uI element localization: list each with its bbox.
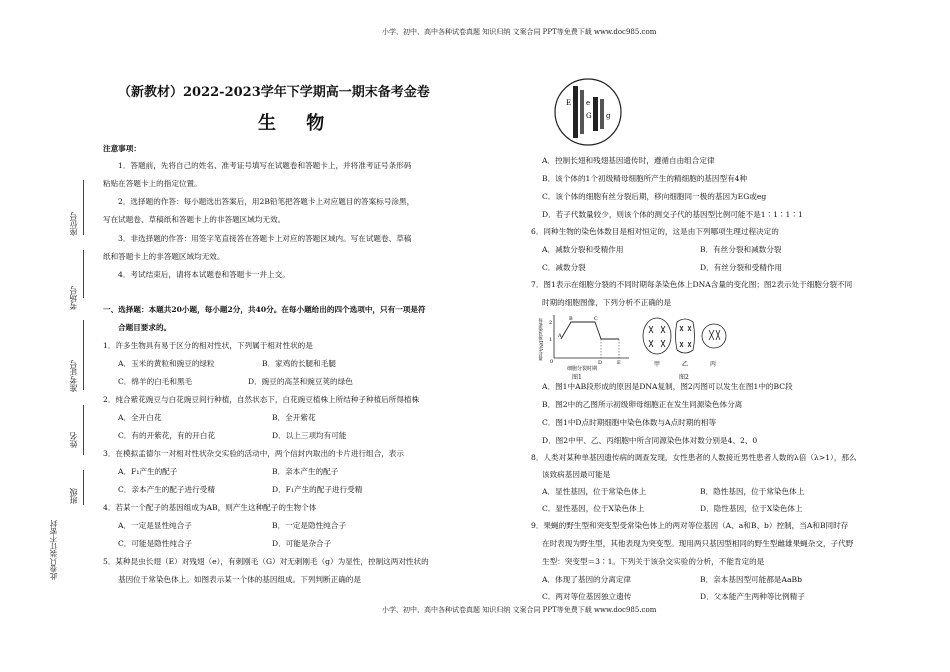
room-underline bbox=[83, 250, 84, 298]
option: B．一定是隐性纯合子 bbox=[272, 521, 346, 530]
exam-title: （新教材）2022-2023学年下学期高一期末备考金卷 bbox=[118, 85, 430, 100]
exam-subject: 生 物 bbox=[258, 113, 337, 134]
option: A．全开白花 bbox=[118, 413, 162, 422]
cell-yi bbox=[676, 319, 695, 353]
fig1-point-A: A bbox=[558, 333, 562, 339]
option: C．显性基因，位于X染色体上 bbox=[542, 504, 645, 513]
fig1-caption: 图1 bbox=[572, 374, 582, 381]
option: A．玉米的黄粒和豌豆的绿粒 bbox=[118, 359, 215, 368]
note-line: 1．答题前，先将自己的姓名、准考证号填写在试题卷和答题卡上，并将准考证号条形码 bbox=[118, 161, 412, 170]
header-banner: 小学、初中、高中各种试卷真题 知识归纳 文案合同 PPT等免费下载 www.doc985.com bbox=[382, 28, 657, 36]
option: D．父本能产生两种等比例精子 bbox=[700, 592, 805, 601]
notes-heading: 注意事项： bbox=[103, 144, 141, 153]
fig1-point-C: C bbox=[594, 316, 598, 322]
gene-label-G: G bbox=[586, 112, 592, 120]
fig1-point-B: B bbox=[569, 316, 573, 322]
option: A．一定是显性纯合子 bbox=[118, 521, 192, 530]
room-label: 考场号 bbox=[69, 286, 78, 310]
gene-label-g: g bbox=[606, 112, 611, 120]
fig1-xlabel: 细胞分裂时期 bbox=[567, 366, 598, 372]
note-line: 3．非选择题的作答：用签字笔直接答在答题卡上对应的答题区域内。写在试题卷、草稿 bbox=[118, 234, 412, 243]
class-underline bbox=[83, 470, 84, 505]
fig1-origin: 0 bbox=[550, 359, 554, 365]
option: A．F₁产生的配子 bbox=[118, 467, 178, 476]
option: D．有丝分裂和受精作用 bbox=[700, 263, 783, 272]
ticket-underline bbox=[83, 320, 84, 390]
fig1-ylabel: 每条染色体DNA含量 bbox=[537, 318, 543, 361]
option: D．F₁产生的配子进行受精 bbox=[272, 485, 363, 494]
option: C．图1中D点时期细胞中染色体数与A点时期的相等 bbox=[542, 418, 717, 427]
cell-label-yi: 乙 bbox=[682, 361, 689, 368]
note-line: 写在试题卷、草稿纸和答题卡上的非答题区域均无效。 bbox=[103, 215, 286, 224]
fig1-curve bbox=[561, 322, 619, 339]
option: C．有的开紫花，有的开白花 bbox=[118, 431, 215, 440]
option: D．豌豆的高茎和豌豆荚的绿色 bbox=[248, 377, 353, 386]
question-9-cont: 生型：突变型＝3∶1。下列关于该杂交实验的分析，不能肯定的是 bbox=[542, 557, 765, 566]
option: B．隐性基因，位于常染色体上 bbox=[700, 487, 805, 496]
option: D．隐性基因，位于X染色体上 bbox=[700, 504, 803, 513]
option: D．以上三项均有可能 bbox=[272, 431, 347, 440]
option: D．图2中甲、乙、丙细胞中所含同源染色体对数分别是4、2、0 bbox=[542, 436, 758, 445]
option: B．全开紫花 bbox=[272, 413, 316, 422]
option: A．控制长翅和残翅基因遗传时，遵循自由组合定律 bbox=[542, 156, 715, 165]
class-label: 班级 bbox=[69, 488, 78, 504]
fig1-point-D: D bbox=[598, 360, 603, 366]
section-heading: 一、选择题：本题共20小题，每小题2分，共40分。在每小题给出的四个选项中，只有一项是符 bbox=[103, 305, 426, 314]
fig1-point-E: E bbox=[617, 360, 621, 366]
option: C．减数分裂 bbox=[542, 263, 586, 272]
option: D．可能是杂合子 bbox=[272, 539, 332, 548]
cell-label-bing: 丙 bbox=[710, 361, 717, 368]
figure-1-graph bbox=[537, 310, 637, 372]
question-2: 2．纯合紫花豌豆与白花豌豆间行种植，自然状态下，白花豌豆植株上所结种子种植后所得植株 bbox=[103, 395, 420, 404]
option: D．若子代数量较少，则该个体的测交子代的基因型比例可能不是1∶1∶1∶1 bbox=[542, 210, 803, 219]
option: B．图2中的乙图所示初级卵母细胞正在发生同源染色体分离 bbox=[542, 400, 743, 409]
cell-jia bbox=[643, 318, 671, 354]
chromosome-figure bbox=[553, 77, 623, 147]
option: C．该个体的细胞有丝分裂后期，移向细胞同一极的基因为EG或eg bbox=[542, 192, 767, 201]
name-label: 姓名 bbox=[69, 432, 78, 448]
footer-banner: 小学、初中、高中各种试卷真题 知识归纳 文案合同 PPT等免费下载 www.doc985.com bbox=[382, 606, 657, 614]
question-8: 8．人类对某种单基因遗传病的调查发现，女性患者的人数接近男性患者人数的λ倍（λ>1），那么 bbox=[531, 453, 857, 462]
question-5-cont: 基因位于常染色体上。如图表示某一个体的基因组成。下列判断正确的是 bbox=[118, 575, 361, 584]
section-heading-cont: 合题目要求的。 bbox=[118, 323, 172, 332]
seal-notice: 此卷只装订不密封 bbox=[49, 520, 58, 580]
cell-jia-chromosomes bbox=[649, 326, 665, 347]
note-line: 纸和答题卡上的非答题区域均无效。 bbox=[103, 252, 225, 261]
cell-bing bbox=[702, 324, 726, 348]
question-1: 1．许多生物具有易于区分的相对性状，下列属于相对性状的是 bbox=[103, 341, 313, 350]
option: B．亲本基因型可能都是AaBb bbox=[700, 575, 802, 584]
question-6: 6．同种生物的染色体数目是相对恒定的，这是由下列哪项生理过程决定的 bbox=[531, 227, 779, 236]
cell-bing-chromosomes bbox=[709, 330, 720, 340]
option: B．有丝分裂和减数分裂 bbox=[700, 245, 782, 254]
cell-label-jia: 甲 bbox=[654, 361, 661, 368]
question-7: 7．图1表示在细胞分裂的不同时期每条染色体上DNA含量的变化图；图2表示处于细胞分裂不同 bbox=[531, 280, 853, 289]
option: C．两对等位基因独立遗传 bbox=[542, 592, 632, 601]
option: B．该个体的1个初级精母细胞所产生的精细胞的基因型有4种 bbox=[542, 174, 748, 183]
ticket-label: 准考证号 bbox=[69, 360, 78, 392]
option: A．体现了基因的分离定律 bbox=[542, 575, 632, 584]
note-line: 4．考试结束后，请将本试题卷和答题卡一并上交。 bbox=[118, 270, 290, 279]
question-9-cont: 在时表现为野生型，其他表现为突变型。现用两只基因型相同的野生型雌雄果蝇杂交，子代野 bbox=[542, 539, 854, 548]
question-7-cont: 时期的细胞图像，下列分析不正确的是 bbox=[542, 298, 672, 307]
option: B．亲本产生的配子 bbox=[272, 467, 339, 476]
seat-label: 座位号 bbox=[69, 212, 78, 236]
option: C．亲本产生的配子进行受精 bbox=[118, 485, 215, 494]
seat-underline bbox=[83, 180, 84, 235]
option: C．绵羊的白毛和黑毛 bbox=[118, 377, 193, 386]
name-underline bbox=[83, 405, 84, 455]
gene-label-E: E bbox=[566, 99, 572, 107]
question-3: 3．在模拟孟德尔一对相对性状杂交实验的活动中，两个信封内取出的卡片进行组合，表示 bbox=[103, 449, 404, 458]
question-9: 9．果蝇的野生型和突变型受常染色体上的两对等位基因（A、a和B、b）控制，当A和B同时存 bbox=[531, 521, 849, 530]
cell-yi-chromosomes bbox=[680, 326, 691, 347]
fig1-ytick: 2 bbox=[549, 320, 553, 326]
question-5: 5．某种昆虫长翅（E）对残翅（e），有刺刚毛（G）对无刺刚毛（g）为显性，控制这两对性状的 bbox=[103, 557, 429, 566]
question-4: 4．若某一个配子的基因组成为AB，则产生这种配子的生物个体 bbox=[103, 503, 317, 512]
option: A．图1中AB段形成的原因是DNA复制，图2丙图可以发生在图1中的BC段 bbox=[542, 382, 793, 391]
option: C．可能是隐性纯合子 bbox=[118, 539, 193, 548]
note-line: 粘贴在答题卡上的指定位置。 bbox=[103, 179, 202, 188]
option: B．家鸡的长腿和毛腿 bbox=[262, 359, 336, 368]
option: A．减数分裂和受精作用 bbox=[542, 245, 624, 254]
figure-2-cells bbox=[640, 312, 730, 372]
note-line: 2．选择题的作答：每小题选出答案后，用2B铅笔把答题卡上对应题目的答案标号涂黑， bbox=[118, 197, 415, 206]
fig2-caption: 图2 bbox=[679, 374, 689, 381]
fig1-ytick: 1 bbox=[549, 337, 553, 343]
option: A．显性基因，位于常染色体上 bbox=[542, 487, 647, 496]
question-8-cont: 该致病基因最可能是 bbox=[542, 470, 611, 479]
gene-label-e: e bbox=[586, 99, 591, 107]
